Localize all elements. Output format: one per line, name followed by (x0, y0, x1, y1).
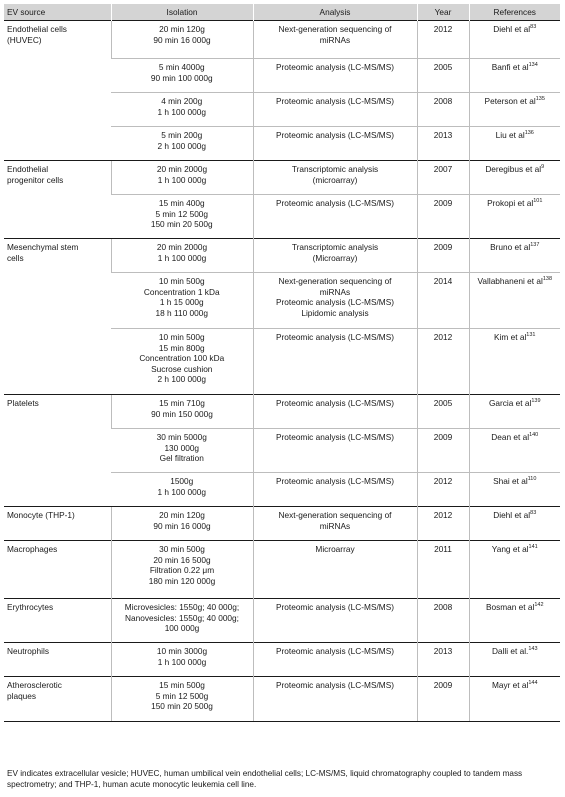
cell-analysis-line: Lipidomic analysis (301, 307, 369, 318)
reference-number: 131 (526, 332, 536, 339)
reference-text: Kim et al (494, 332, 527, 342)
cell-year: 2007 (417, 161, 469, 195)
cell-isolation-line: 130 000g (164, 442, 200, 453)
header-row (4, 4, 560, 21)
cell-analysis-line: (microarray) (312, 174, 358, 185)
cell-reference (469, 127, 560, 161)
table-row (4, 21, 560, 59)
cell-isolation (111, 93, 253, 127)
cell-isolation (111, 599, 253, 643)
reference-text: Vallabhaneni et al (477, 276, 543, 286)
cell-isolation (111, 429, 253, 473)
cell-analysis-line: Proteomic analysis (LC-MS/MS) (275, 680, 395, 690)
cell-analysis (253, 273, 417, 329)
reference-text: Deregibus et al (485, 164, 542, 174)
cell-isolation-line: 30 min 5000g (156, 432, 207, 442)
cell-year: 2012 (417, 329, 469, 395)
cell-reference (469, 273, 560, 329)
reference-text: Shai et al (493, 476, 528, 486)
cell-analysis (253, 93, 417, 127)
reference-text: Bruno et al (490, 242, 531, 252)
cell-analysis-line: Microarray (315, 544, 355, 554)
table-row (4, 507, 560, 541)
cell-analysis (253, 507, 417, 541)
reference-text: Peterson et al (484, 96, 536, 106)
cell-isolation-line: 100 000g (164, 623, 200, 634)
reference-number: 136 (524, 130, 534, 137)
cell-year: 2005 (417, 59, 469, 93)
reference-number: 137 (530, 242, 540, 249)
cell-year: 2009 (417, 677, 469, 721)
cell-isolation-line: Nanovesicles: 1550g; 40 000g; (125, 612, 239, 623)
table-row (4, 643, 560, 677)
cell-analysis-line: Next-generation sequencing of (278, 24, 392, 34)
cell-analysis (253, 195, 417, 239)
cell-isolation-line: Filtration 0.22 μm (149, 565, 215, 576)
cell-year: 2012 (417, 507, 469, 541)
cell-analysis (253, 643, 417, 677)
cell-reference (469, 161, 560, 195)
cell-isolation-line: 15 min 800g (158, 342, 205, 353)
cell-analysis (253, 21, 417, 59)
cell-isolation-line: 4 min 200g (161, 96, 203, 106)
cell-analysis-line: miRNAs (319, 286, 351, 297)
cell-analysis-line: Proteomic analysis (LC-MS/MS) (275, 602, 395, 612)
cell-reference (469, 21, 560, 59)
cell-analysis-line: Transcriptomic analysis (291, 164, 379, 174)
reference-number: 138 (542, 276, 553, 283)
reference-number: 144 (528, 680, 538, 687)
ev-source-line: Macrophages (7, 544, 58, 554)
cell-reference (469, 329, 560, 395)
table-row (4, 677, 560, 721)
cell-isolation-line: 90 min 100 000g (150, 72, 213, 83)
cell-analysis-line: Proteomic analysis (LC-MS/MS) (275, 130, 395, 140)
ev-source-line: Mesenchymal stem (7, 242, 79, 252)
cell-reference (469, 677, 560, 721)
cell-isolation-line: 5 min 12 500g (155, 208, 209, 219)
cell-isolation (111, 127, 253, 161)
cell-isolation-line: 15 min 500g (159, 680, 205, 690)
cell-analysis-line: Proteomic analysis (LC-MS/MS) (275, 432, 395, 442)
cell-analysis-line: Transcriptomic analysis (291, 242, 379, 252)
cell-isolation-line: Microvesicles: 1550g; 40 000g; (124, 602, 240, 612)
cell-ev-source (4, 161, 111, 239)
cell-analysis-line: miRNAs (319, 520, 351, 531)
cell-analysis-line: miRNAs (319, 34, 351, 45)
header-isolation: Isolation (111, 4, 253, 21)
reference-number: 135 (535, 96, 545, 103)
cell-ev-source (4, 21, 111, 161)
cell-isolation-line: 150 min 20 500g (150, 219, 213, 230)
cell-isolation-line: 20 min 2000g (156, 242, 208, 252)
header-references: References (469, 4, 560, 21)
cell-year: 2009 (417, 195, 469, 239)
cell-isolation-line: 5 min 4000g (158, 62, 205, 72)
cell-isolation-line: 90 min 16 000g (153, 34, 211, 45)
cell-isolation-line: 5 min 12 500g (155, 690, 209, 701)
cell-isolation-line: 90 min 150 000g (151, 408, 213, 419)
cell-isolation (111, 161, 253, 195)
cell-isolation-line: Concentration 1 kDa (143, 286, 220, 297)
reference-text: Diehl et al (493, 24, 531, 34)
cell-isolation (111, 59, 253, 93)
ev-source-line: progenitor cells (7, 174, 64, 185)
cell-isolation-line: 150 min 20 500g (151, 701, 213, 712)
cell-isolation-line: Concentration 100 kDa (139, 353, 225, 364)
reference-text: Dean et al (491, 432, 530, 442)
cell-ev-source (4, 677, 111, 721)
cell-isolation-line: 10 min 3000g (156, 646, 208, 656)
cell-year: 2011 (417, 541, 469, 599)
reference-number: 134 (528, 62, 538, 69)
cell-analysis (253, 429, 417, 473)
cell-isolation (111, 507, 253, 541)
table-row (4, 599, 560, 643)
cell-reference (469, 93, 560, 127)
cell-year: 2009 (417, 239, 469, 273)
ev-source-line: Atherosclerotic (7, 680, 62, 690)
cell-analysis (253, 239, 417, 273)
reference-text: Prokopi et al (487, 198, 534, 208)
cell-analysis-line: Proteomic analysis (LC-MS/MS) (275, 62, 395, 72)
cell-ev-source (4, 599, 111, 643)
cell-reference (469, 59, 560, 93)
cell-reference (469, 507, 560, 541)
header-ev-source: EV source (4, 4, 111, 21)
cell-reference (469, 195, 560, 239)
cell-analysis (253, 677, 417, 721)
ev-source-line: Neutrophils (7, 646, 49, 656)
cell-isolation (111, 329, 253, 395)
reference-text: Bosman et al (485, 602, 535, 612)
cell-isolation (111, 21, 253, 59)
reference-text: Liu et al (495, 130, 525, 140)
cell-reference (469, 239, 560, 273)
reference-number: 141 (528, 544, 538, 551)
reference-number: 83 (530, 510, 537, 517)
cell-analysis (253, 329, 417, 395)
cell-isolation-line: 10 min 500g (158, 332, 205, 342)
table-row (4, 239, 560, 273)
cell-analysis (253, 599, 417, 643)
cell-isolation-line: 90 min 16 000g (153, 520, 211, 531)
reference-number: 101 (533, 198, 543, 205)
reference-number: 142 (534, 602, 544, 609)
cell-analysis-line: Proteomic analysis (LC-MS/MS) (275, 398, 395, 408)
reference-text: Banfi et al (491, 62, 529, 72)
cell-isolation-line: 1 h 100 000g (157, 656, 207, 667)
table-footnote: EV indicates extracellular vesicle; HUVEC, human umbilical vein endothelial cells; LC-MS/MS, liquid chromatography coupled to tandem mass spectrometry; and THP-1, human acute monocytic leukemia cell line. (7, 769, 523, 789)
ev-source-table (4, 4, 560, 721)
cell-reference (469, 541, 560, 599)
cell-analysis-line: Proteomic analysis (LC-MS/MS) (275, 297, 395, 308)
reference-number: 139 (531, 398, 541, 405)
cell-analysis-line: Proteomic analysis (LC-MS/MS) (275, 198, 395, 208)
cell-isolation-line: 15 min 710g (159, 398, 205, 408)
cell-analysis (253, 541, 417, 599)
cell-analysis-line: Proteomic analysis (LC-MS/MS) (275, 646, 395, 656)
cell-isolation-line: 1 h 100 000g (157, 252, 207, 263)
cell-year: 2009 (417, 429, 469, 473)
cell-analysis (253, 473, 417, 507)
cell-isolation-line: 180 min 120 000g (148, 575, 216, 586)
header-analysis: Analysis (253, 4, 417, 21)
cell-isolation-line: 1 h 100 000g (157, 486, 206, 497)
cell-analysis (253, 161, 417, 195)
reference-number: 143 (528, 646, 538, 653)
cell-reference (469, 395, 560, 429)
table-bottom-rule (4, 721, 560, 722)
cell-year: 2014 (417, 273, 469, 329)
cell-isolation-line: 2 h 100 000g (157, 374, 206, 385)
cell-isolation (111, 239, 253, 273)
header-year: Year (417, 4, 469, 21)
table-row (4, 161, 560, 195)
cell-analysis-line: Next-generation sequencing of (278, 276, 392, 286)
cell-reference (469, 473, 560, 507)
cell-isolation-line: 30 min 500g (159, 544, 205, 554)
cell-analysis-line: Proteomic analysis (LC-MS/MS) (275, 476, 395, 486)
cell-isolation-line: Sucrose cushion (151, 363, 213, 374)
cell-isolation-line: 18 h 110 000g (155, 307, 208, 318)
reference-text: Garcia et al (488, 398, 532, 408)
cell-isolation-line: Gel filtration (159, 453, 204, 464)
cell-isolation-line: 1500g (170, 476, 194, 486)
cell-isolation (111, 395, 253, 429)
cell-isolation-line: 5 min 200g (161, 130, 203, 140)
cell-analysis (253, 395, 417, 429)
cell-isolation-line: 1 h 15 000g (159, 297, 204, 308)
ev-source-line: Erythrocytes (7, 602, 54, 612)
reference-number: 110 (527, 476, 537, 483)
reference-text: Dalli et al. (491, 646, 529, 656)
cell-analysis-line: Next-generation sequencing of (278, 510, 392, 520)
table-row (4, 541, 560, 599)
cell-isolation (111, 473, 253, 507)
cell-year: 2012 (417, 473, 469, 507)
reference-text: Diehl et al (493, 510, 531, 520)
cell-analysis (253, 127, 417, 161)
cell-isolation-line: 2 h 100 000g (157, 140, 206, 151)
table-body (4, 21, 560, 721)
cell-isolation-line: 10 min 500g (158, 276, 205, 286)
ev-source-line: Monocyte (THP-1) (7, 510, 75, 520)
ev-source-line: Endothelial (7, 164, 49, 174)
cell-isolation (111, 643, 253, 677)
cell-isolation-line: 15 min 400g (158, 198, 205, 208)
cell-isolation-line: 20 min 2000g (156, 164, 208, 174)
cell-ev-source (4, 541, 111, 599)
table-container (4, 4, 560, 722)
cell-analysis-line: Proteomic analysis (LC-MS/MS) (275, 96, 395, 106)
ev-source-line: plaques (7, 690, 37, 701)
cell-isolation (111, 195, 253, 239)
cell-analysis-line: Proteomic analysis (LC-MS/MS) (275, 332, 395, 342)
cell-year: 2012 (417, 21, 469, 59)
cell-year: 2013 (417, 127, 469, 161)
table-row (4, 395, 560, 429)
cell-isolation (111, 677, 253, 721)
cell-isolation-line: 20 min 120g (159, 510, 205, 520)
cell-year: 2008 (417, 93, 469, 127)
cell-isolation-line: 1 h 100 000g (157, 174, 207, 185)
cell-ev-source (4, 507, 111, 541)
ev-source-line: cells (7, 252, 24, 263)
reference-number: 83 (530, 24, 537, 31)
cell-year: 2013 (417, 643, 469, 677)
ev-source-line: (HUVEC) (7, 34, 42, 45)
cell-analysis (253, 59, 417, 93)
cell-isolation-line: 20 min 16 500g (153, 554, 211, 565)
cell-ev-source (4, 239, 111, 395)
cell-reference (469, 599, 560, 643)
cell-isolation-line: 1 h 100 000g (157, 106, 206, 117)
cell-year: 2008 (417, 599, 469, 643)
cell-ev-source (4, 395, 111, 507)
cell-isolation (111, 541, 253, 599)
cell-isolation (111, 273, 253, 329)
cell-reference (469, 429, 560, 473)
cell-year: 2005 (417, 395, 469, 429)
reference-number: 140 (529, 432, 539, 439)
ev-source-line: Endothelial cells (7, 24, 67, 34)
cell-ev-source (4, 643, 111, 677)
cell-isolation-line: 20 min 120g (159, 24, 205, 34)
reference-text: Mayr et al (491, 680, 529, 690)
reference-number: 9 (541, 164, 545, 171)
cell-reference (469, 643, 560, 677)
ev-source-line: Platelets (7, 398, 39, 408)
reference-text: Yang et al (491, 544, 529, 554)
cell-analysis-line: (Microarray) (312, 252, 358, 263)
